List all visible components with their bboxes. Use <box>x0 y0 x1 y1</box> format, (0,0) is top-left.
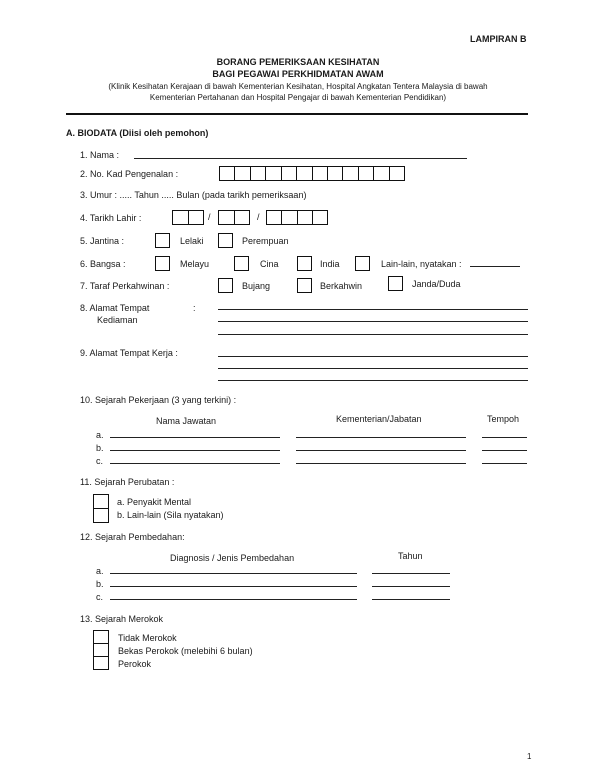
tahun-field-c[interactable] <box>372 599 450 600</box>
penyakit-mental-checkbox[interactable] <box>93 494 109 509</box>
melayu-label: Melayu <box>180 259 210 269</box>
col-diagnosis: Diagnosis / Jenis Pembedahan <box>170 553 295 563</box>
alamat-label-line2: Kediaman <box>97 315 138 325</box>
lainlain-bangsa-label: Lain-lain, nyatakan : <box>381 259 462 269</box>
umur-label: 3. Umur : ..... Tahun ..... Bulan (pada tarikh pemeriksaan) <box>80 190 307 200</box>
cina-label: Cina <box>260 259 279 269</box>
col-tempoh: Tempoh <box>487 414 520 424</box>
kementerian-field-c[interactable] <box>296 463 466 464</box>
bujang-label: Bujang <box>242 281 271 291</box>
alamat-field-line2[interactable] <box>218 321 528 322</box>
nama-field[interactable] <box>134 158 467 159</box>
berkahwin-label: Berkahwin <box>320 281 363 291</box>
jawatan-field-b[interactable] <box>110 450 280 451</box>
perempuan-label: Perempuan <box>242 236 289 246</box>
pembedahan-row-a: a. <box>96 566 104 576</box>
melayu-checkbox[interactable] <box>155 256 170 271</box>
lainlain-bangsa-checkbox[interactable] <box>355 256 370 271</box>
kerja-field-line3[interactable] <box>218 380 528 381</box>
appendix-label: LAMPIRAN B <box>470 34 527 44</box>
jawatan-field-a[interactable] <box>110 437 280 438</box>
bekas-perokok-label: Bekas Perokok (melebihi 6 bulan) <box>118 646 253 656</box>
lain-lain-perubatan-checkbox[interactable] <box>93 508 109 523</box>
col-tahun: Tahun <box>398 551 423 561</box>
form-title-line2: BAGI PEGAWAI PERKHIDMATAN AWAM <box>212 69 384 79</box>
alamat-colon: : <box>193 303 196 313</box>
pembedahan-label: 12. Sejarah Pembedahan: <box>80 532 185 542</box>
berkahwin-checkbox[interactable] <box>297 278 312 293</box>
perubatan-label: 11. Sejarah Perubatan : <box>80 477 175 487</box>
alamat-field-line1[interactable] <box>218 309 528 310</box>
pembedahan-row-b: b. <box>96 579 104 589</box>
tempoh-field-a[interactable] <box>482 437 527 438</box>
tahun-field-b[interactable] <box>372 586 450 587</box>
kementerian-field-b[interactable] <box>296 450 466 451</box>
perempuan-checkbox[interactable] <box>218 233 233 248</box>
india-checkbox[interactable] <box>297 256 312 271</box>
lain-lain-perubatan-label: b. Lain-lain (Sila nyatakan) <box>117 510 224 520</box>
lelaki-label: Lelaki <box>180 236 204 246</box>
jawatan-field-c[interactable] <box>110 463 280 464</box>
kerja-field-line2[interactable] <box>218 368 528 369</box>
nama-label: 1. Nama : <box>80 150 120 160</box>
form-title-line1: BORANG PEMERIKSAAN KESIHATAN <box>216 57 380 67</box>
col-kementerian: Kementerian/Jabatan <box>336 414 422 424</box>
tarikh-month-field[interactable] <box>218 210 250 225</box>
bujang-checkbox[interactable] <box>218 278 233 293</box>
tempoh-field-b[interactable] <box>482 450 527 451</box>
pekerjaan-row-b: b. <box>96 443 104 453</box>
tarikh-label: 4. Tarikh Lahir : <box>80 213 142 223</box>
janda-label: Janda/Duda <box>412 279 461 289</box>
col-nama-jawatan: Nama Jawatan <box>156 416 217 426</box>
pekerjaan-label: 10. Sejarah Pekerjaan (3 yang terkini) : <box>80 395 237 405</box>
cina-checkbox[interactable] <box>234 256 249 271</box>
kerja-label: 9. Alamat Tempat Kerja : <box>80 348 178 358</box>
kad-field[interactable] <box>219 166 405 181</box>
kerja-field-line1[interactable] <box>218 356 528 357</box>
diagnosis-field-c[interactable] <box>110 599 357 600</box>
pekerjaan-row-c: c. <box>96 456 104 466</box>
section-a-title: A. BIODATA (Diisi oleh pemohon) <box>66 128 209 138</box>
tidak-merokok-label: Tidak Merokok <box>118 633 177 643</box>
bekas-perokok-checkbox[interactable] <box>93 643 109 657</box>
diagnosis-field-b[interactable] <box>110 586 357 587</box>
bangsa-label: 6. Bangsa : <box>80 259 126 269</box>
tarikh-slash-1: / <box>208 212 211 222</box>
alamat-label-line1: 8. Alamat Tempat <box>80 303 150 313</box>
jantina-label: 5. Jantina : <box>80 236 125 246</box>
lelaki-checkbox[interactable] <box>155 233 170 248</box>
diagnosis-field-a[interactable] <box>110 573 357 574</box>
india-label: India <box>320 259 340 269</box>
tidak-merokok-checkbox[interactable] <box>93 630 109 644</box>
perokok-label: Perokok <box>118 659 152 669</box>
tarikh-day-field[interactable] <box>172 210 204 225</box>
pembedahan-row-c: c. <box>96 592 104 602</box>
lainlain-bangsa-field[interactable] <box>470 266 520 267</box>
tarikh-slash-2: / <box>257 212 260 222</box>
header-divider <box>66 113 528 115</box>
tarikh-year-field[interactable] <box>266 210 328 225</box>
form-subtitle-line2: Kementerian Pertahanan dan Hospital Pengajar di bawah Kementerian Pendidikan) <box>149 93 447 102</box>
janda-checkbox[interactable] <box>388 276 403 291</box>
tahun-field-a[interactable] <box>372 573 450 574</box>
merokok-label: 13. Sejarah Merokok <box>80 614 164 624</box>
alamat-field-line3[interactable] <box>218 334 528 335</box>
taraf-label: 7. Taraf Perkahwinan : <box>80 281 170 291</box>
page-number: 1 <box>527 752 532 761</box>
pekerjaan-row-a: a. <box>96 430 104 440</box>
form-subtitle-line1: (Klinik Kesihatan Kerajaan di bawah Kementerian Kesihatan, Hospital Angkatan Tentera Malaysia di bawah <box>108 82 488 91</box>
perokok-checkbox[interactable] <box>93 656 109 670</box>
tempoh-field-c[interactable] <box>482 463 527 464</box>
penyakit-mental-label: a. Penyakit Mental <box>117 497 192 507</box>
kad-label: 2. No. Kad Pengenalan : <box>80 169 179 179</box>
kementerian-field-a[interactable] <box>296 437 466 438</box>
